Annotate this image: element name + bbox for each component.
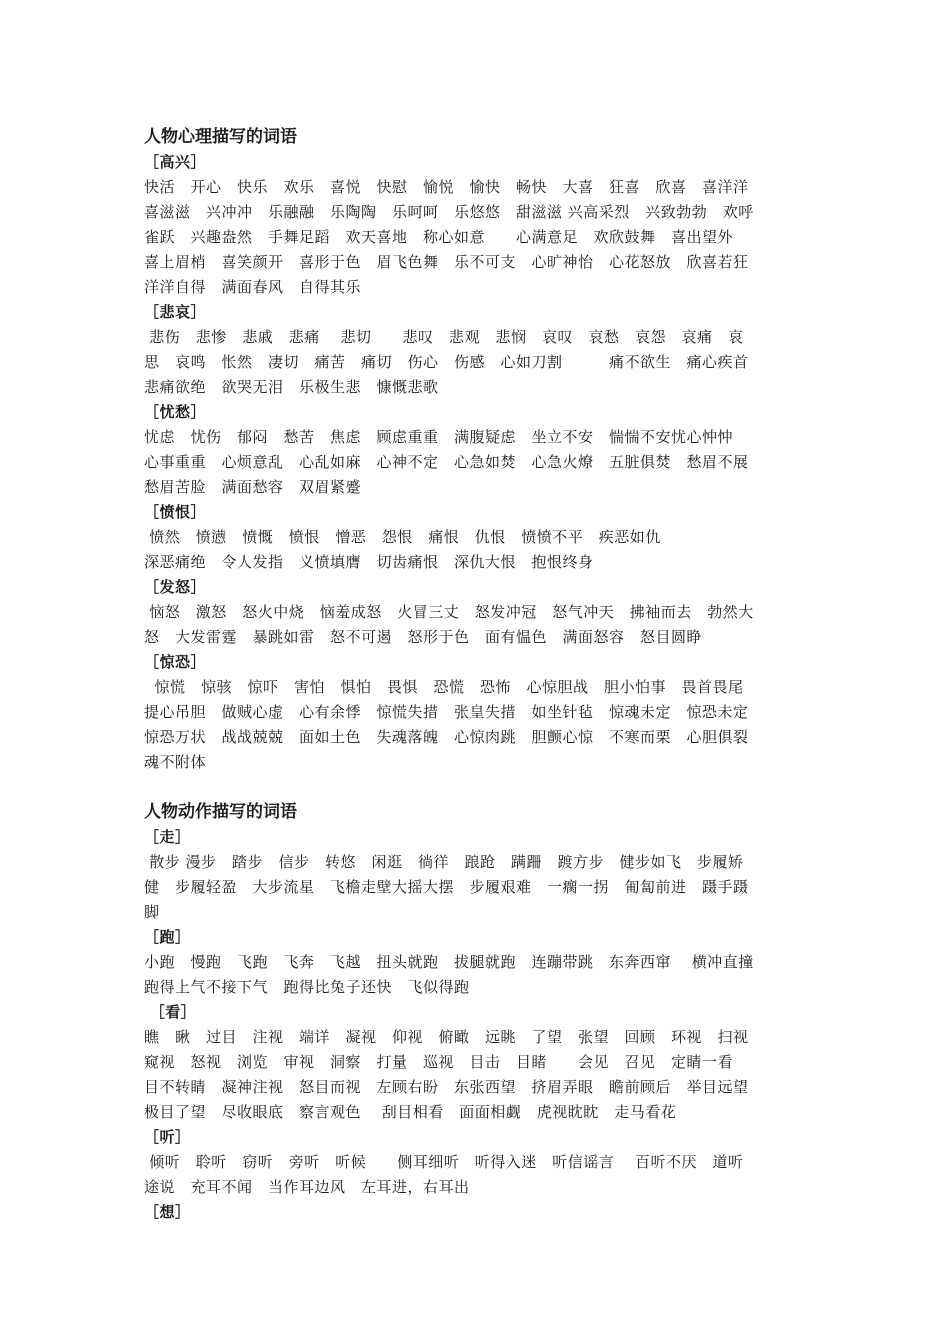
category-heading: ［忧愁］ (144, 403, 207, 421)
word-list-line: 目不转睛 凝神注视 怒目而视 左顾右盼 东张西望 挤眉弄眼 瞻前顾后 举目远望 (144, 1078, 749, 1096)
word-list-line: 散步 漫步 踏步 信步 转悠 闲逛 徜徉 踉跄 蹒跚 踱方步 健步如飞 步履矫 (144, 853, 744, 871)
word-list-line: 脚 (144, 903, 160, 921)
word-list-line: 愤然 愤懑 愤慨 愤恨 憎恶 怨恨 痛恨 仇恨 愤愤不平 疾恶如仇 (144, 528, 661, 546)
word-list-line: 悲伤 悲惨 悲戚 悲痛 悲切 悲叹 悲观 悲悯 哀叹 哀愁 哀怨 哀痛 哀 (144, 328, 744, 346)
word-list-line: 惊恐万状 战战兢兢 面如土色 失魂落魄 心惊肉跳 胆颤心惊 不寒而栗 心胆俱裂 (144, 728, 749, 746)
word-list-line: 窥视 怒视 浏览 审视 洞察 打量 巡视 目击 目睹 会见 召见 定睛一看 (144, 1053, 734, 1071)
category-heading: ［发怒］ (144, 578, 207, 596)
word-list-line: 魂不附体 (144, 753, 207, 771)
word-list-line: 倾听 聆听 窃听 旁听 听候 侧耳细听 听得入迷 听信谣言 百听不厌 道听 (144, 1153, 744, 1171)
word-list-line: 小跑 慢跑 飞跑 飞奔 飞越 扭头就跑 拔腿就跑 连蹦带跳 东奔西窜 横冲直撞 (144, 953, 754, 971)
word-list-line: 深恶痛绝 令人发指 义愤填膺 切齿痛恨 深仇大恨 抱恨终身 (144, 553, 594, 571)
word-list-line: 忧虑 忧伤 郁闷 愁苦 焦虑 顾虑重重 满腹疑虑 坐立不安 惴惴不安忧心忡忡 (144, 428, 734, 446)
word-list-line: 悲痛欲绝 欲哭无泪 乐极生悲 慷慨悲歌 (144, 378, 439, 396)
word-list-line: 跑得上气不接下气 跑得比兔子还快 飞似得跑 (144, 978, 470, 996)
word-list-line: 提心吊胆 做贼心虚 心有余悸 惊慌失措 张皇失措 如坐针毡 惊魂未定 惊恐未定 (144, 703, 749, 721)
category-heading: ［看］ (144, 1003, 197, 1021)
word-list-line: 心事重重 心烦意乱 心乱如麻 心神不定 心急如焚 心急火燎 五脏俱焚 愁眉不展 (144, 453, 749, 471)
word-list-line: 思 哀鸣 怅然 凄切 痛苦 痛切 伤心 伤感 心如刀割 痛不欲生 痛心疾首 (144, 353, 749, 371)
word-list-line: 惊慌 惊骇 惊吓 害怕 惧怕 畏惧 恐慌 恐怖 心惊胆战 胆小怕事 畏首畏尾 (144, 678, 744, 696)
word-list-line: 快活 开心 快乐 欢乐 喜悦 快慰 愉悦 愉快 畅快 大喜 狂喜 欣喜 喜洋洋 (144, 178, 749, 196)
word-list-line: 喜滋滋 兴冲冲 乐融融 乐陶陶 乐呵呵 乐悠悠 甜滋滋 兴高采烈 兴致勃勃 欢呼 (144, 203, 754, 221)
word-list-line: 雀跃 兴趣盎然 手舞足蹈 欢天喜地 称心如意 心满意足 欢欣鼓舞 喜出望外 (144, 228, 734, 246)
category-heading: ［想］ (144, 1203, 191, 1221)
category-heading: ［听］ (144, 1128, 191, 1146)
category-heading: ［愤恨］ (144, 503, 207, 521)
category-heading: ［悲哀］ (144, 303, 207, 321)
word-list-line: 瞧 瞅 过目 注视 端详 凝视 仰视 俯瞰 远眺 了望 张望 回顾 环视 扫视 (144, 1028, 749, 1046)
section-title: 人物心理描写的词语 (144, 127, 297, 147)
word-list-line: 喜上眉梢 喜笑颜开 喜形于色 眉飞色舞 乐不可支 心旷神怡 心花怒放 欣喜若狂 (144, 253, 749, 271)
word-list-line: 恼怒 激怒 怒火中烧 恼羞成怒 火冒三丈 怒发冲冠 怒气冲天 拂袖而去 勃然大 (144, 603, 754, 621)
category-heading: ［惊恐］ (144, 653, 207, 671)
word-list-line: 健 步履轻盈 大步流星 飞檐走壁大摇大摆 步履艰难 一瘸一拐 匍匐前进 蹑手蹑 (144, 878, 749, 896)
word-list-line: 极目了望 尽收眼底 察言观色 刮目相看 面面相觑 虎视眈眈 走马看花 (144, 1103, 677, 1121)
word-list-line: 怒 大发雷霆 暴跳如雷 怒不可遏 怒形于色 面有愠色 满面怒容 怒目圆睁 (144, 628, 703, 646)
category-heading: ［高兴］ (144, 153, 207, 171)
word-list-line: 愁眉苦脸 满面愁容 双眉紧蹙 (144, 478, 362, 496)
category-heading: ［走］ (144, 828, 191, 846)
word-list-line: 洋洋自得 满面春风 自得其乐 (144, 278, 362, 296)
category-heading: ［跑］ (144, 928, 191, 946)
word-list-line: 途说 充耳不闻 当作耳边风 左耳进，右耳出 (144, 1178, 470, 1196)
section-title: 人物动作描写的词语 (144, 802, 297, 822)
